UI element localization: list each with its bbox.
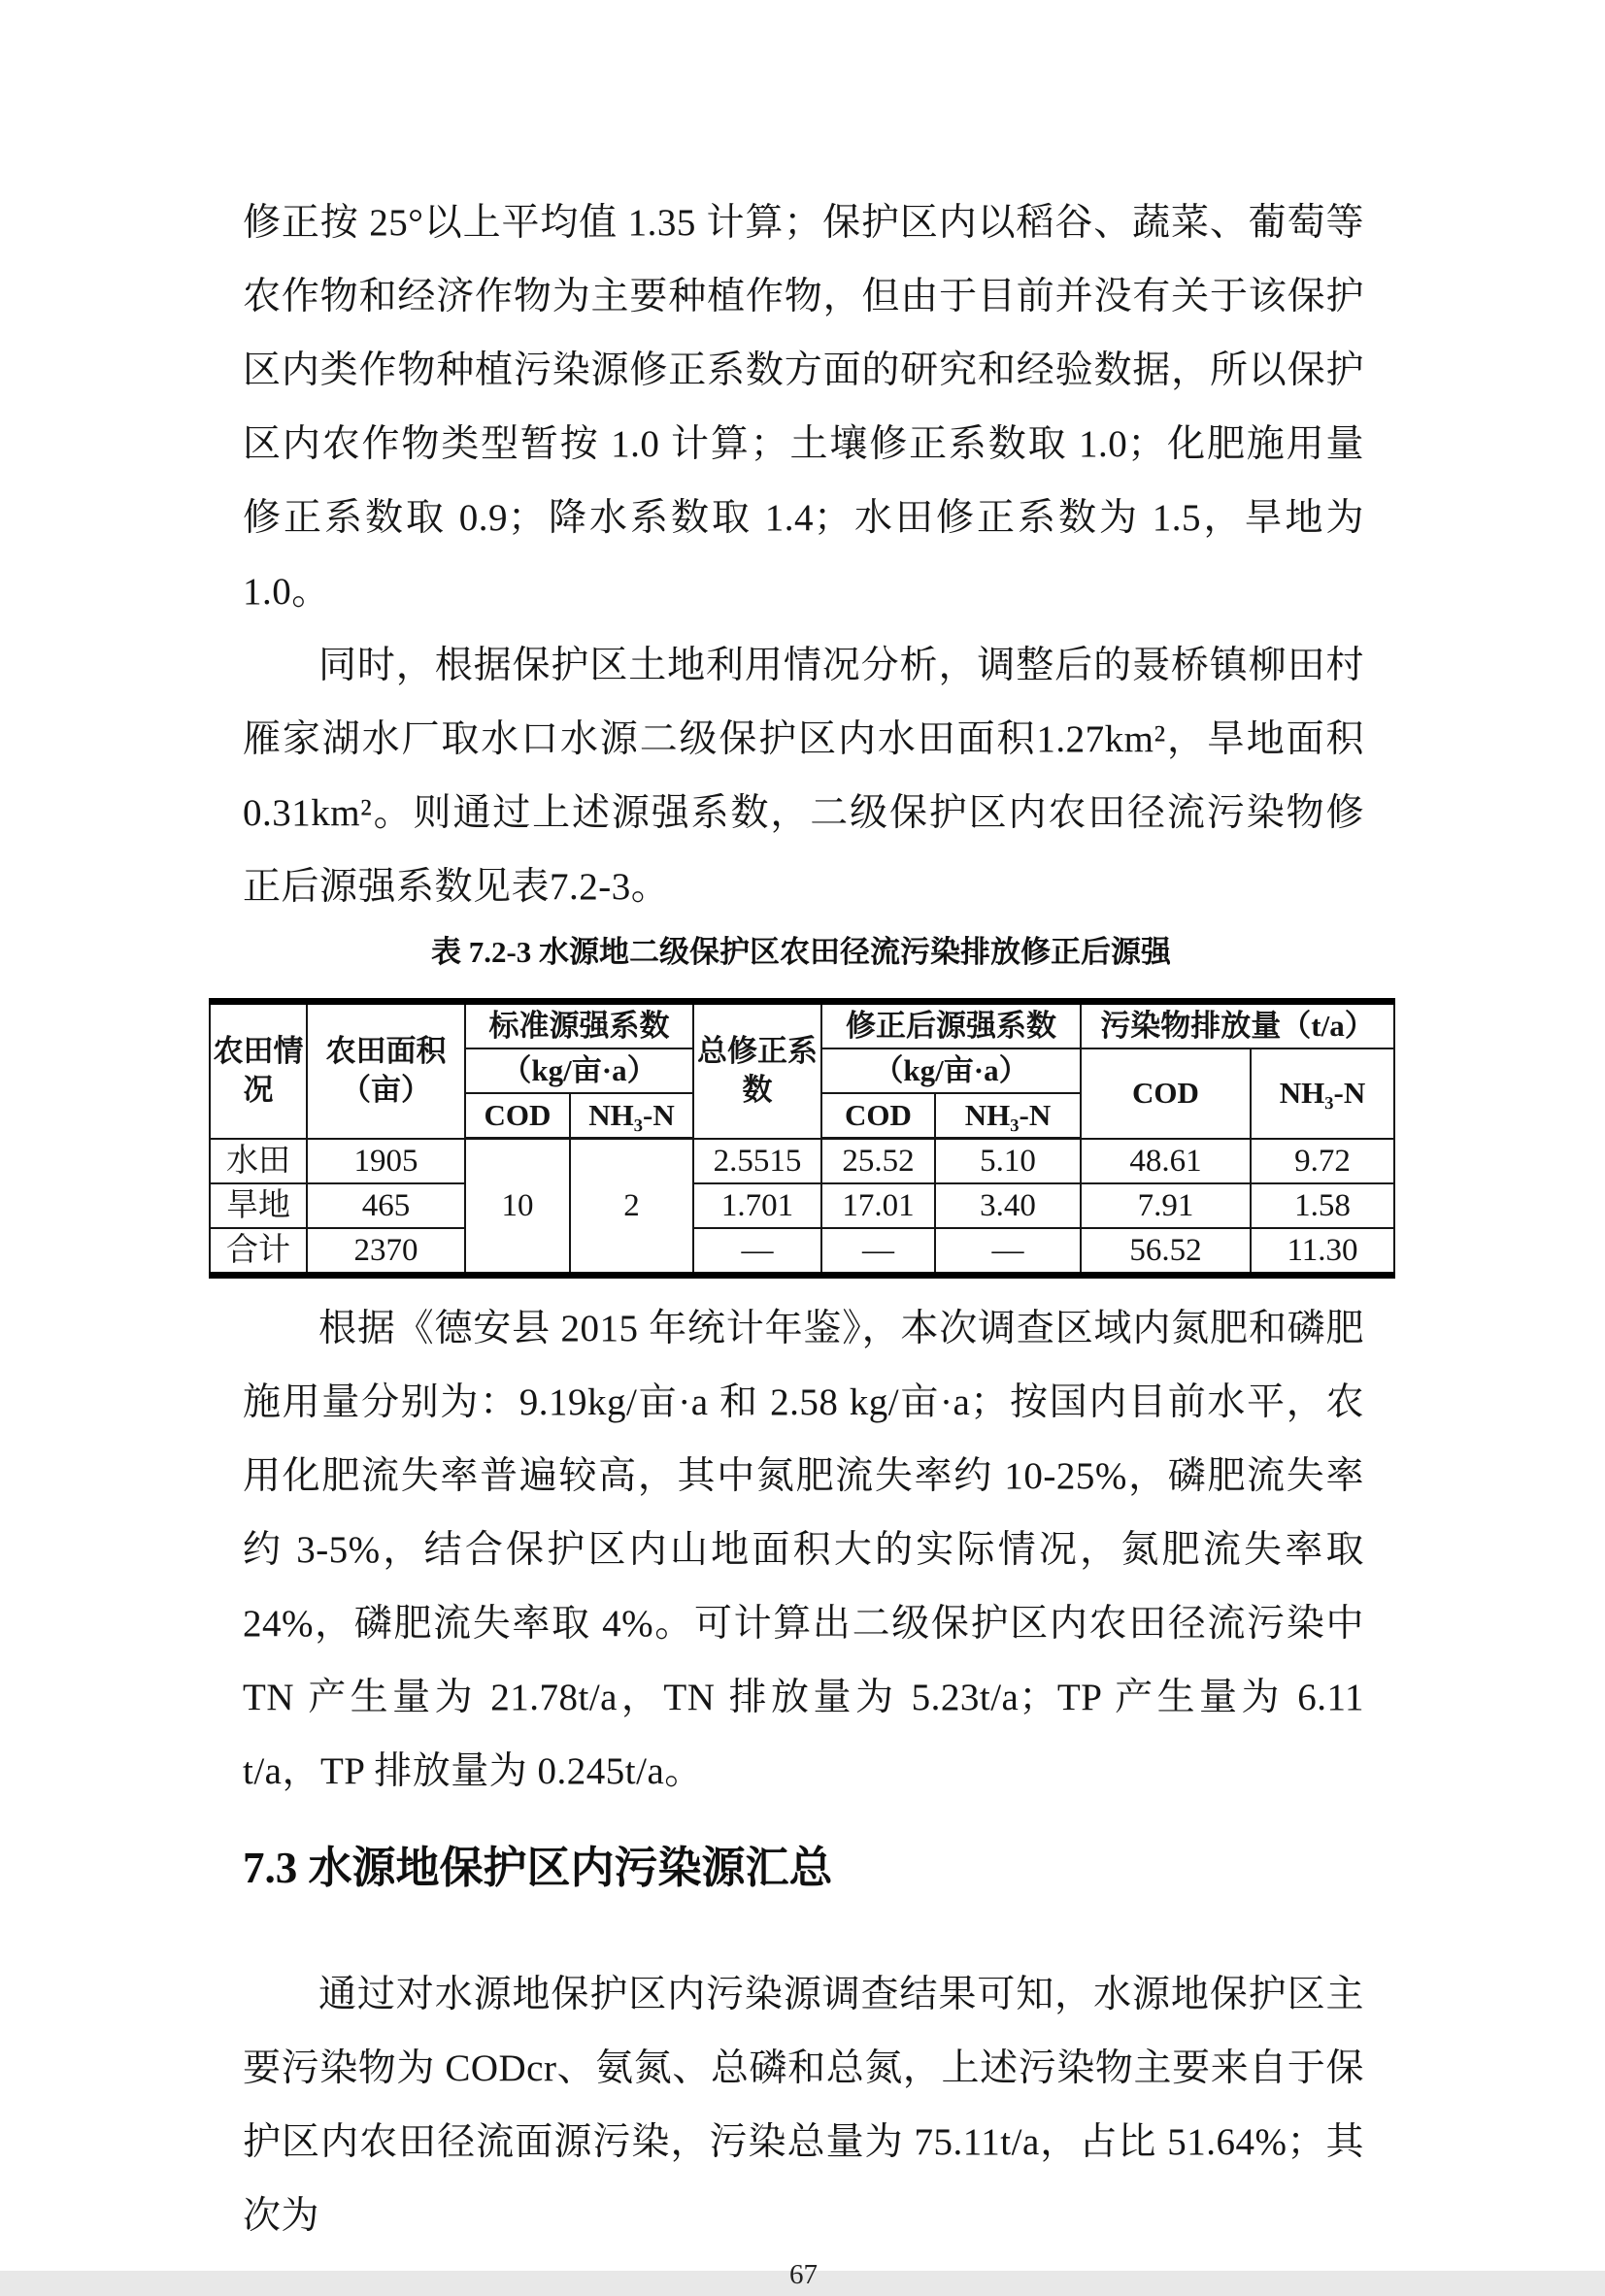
table-cell: 465 [307, 1183, 465, 1228]
table-cell: — [693, 1228, 821, 1276]
table-cell: 1.58 [1251, 1183, 1394, 1228]
table-cell: 3.40 [935, 1183, 1081, 1228]
source-strength-table [209, 998, 1395, 1279]
table-cell: 1905 [307, 1139, 465, 1184]
header-corrected-nh3n: NH₃-N [935, 1093, 1081, 1139]
header-corrected-unit: （kg/亩·a） [821, 1048, 1081, 1093]
table-cell: 48.61 [1081, 1139, 1251, 1184]
section-heading: 7.3 水源地保护区内污染源汇总 [243, 1844, 833, 1892]
table-cell: 11.30 [1251, 1228, 1394, 1276]
header-area: 农田面积（亩） [307, 1002, 465, 1139]
table-cell: 旱地 [210, 1183, 307, 1228]
header-standard-nh3n: NH₃-N [570, 1093, 693, 1139]
table-cell: 56.52 [1081, 1228, 1251, 1276]
table-cell: 1.701 [693, 1183, 821, 1228]
body-paragraph-1: 修正按 25°以上平均值 1.35 计算；保护区内以稻谷、蔬菜、葡萄等农作物和经济作物为主要种植作物，但由于目前并没有关于该保护区内类作物种植污染源修正系数方面的研究和经验数据，所以保护区内农作物类型暂按 1.0 计算；土壤修正系数取 1.0；化肥施用量修正系数取 0.9；降水系数取 1.4；水田修正系数为 1.5，旱地为 1.0。 [243, 202, 1364, 613]
header-emission: 污染物排放量（t/a） [1081, 1002, 1394, 1049]
table-cell: 17.01 [821, 1183, 935, 1228]
table-caption: 表 7.2-3 水源地二级保护区农田径流污染排放修正后源强 [430, 935, 1172, 969]
page-number: 67 [789, 2259, 818, 2290]
body-paragraph-2: 同时，根据保护区土地利用情况分析，调整后的聂桥镇柳田村雁家湖水厂取水口水源二级保护区内水田面积1.27km²，旱地面积0.31km²。则通过上述源强系数，二级保护区内农田径流污染物修正后源强系数见表7.2-3。 [243, 645, 1364, 908]
header-emission-nh3n: NH₃-N [1251, 1048, 1394, 1139]
header-standard-coeff: 标准源强系数 [465, 1002, 693, 1049]
header-standard-cod: COD [465, 1093, 570, 1139]
table-row [210, 1228, 1394, 1276]
body-paragraph-4: 通过对水源地保护区内污染源调查结果可知，水源地保护区主要污染物为 CODcr、氨氮、总磷和总氮，上述污染物主要来自于保护区内农田径流面源污染，污染总量为 75.11t/a，占比 51.64%；其次为 [243, 1974, 1364, 2237]
table-cell: 2.5515 [693, 1139, 821, 1184]
table-cell: — [821, 1228, 935, 1276]
table-cell: — [935, 1228, 1081, 1276]
table-block [209, 930, 1393, 1279]
table-cell: 9.72 [1251, 1139, 1394, 1184]
table-row [210, 1183, 1394, 1228]
table-cell: 5.10 [935, 1139, 1081, 1184]
header-farmland: 农田情况 [210, 1002, 307, 1139]
header-corrected-coeff: 修正后源强系数 [821, 1002, 1081, 1049]
body-paragraph-3: 根据《德安县 2015 年统计年鉴》，本次调查区域内氮肥和磷肥施用量分别为：9.19kg/亩·a 和 2.58 kg/亩·a；按国内目前水平，农用化肥流失率普遍较高，其中氮肥流失率约 10-25%，磷肥流失率约 3-5%，结合保护区内山地面积大的实际情况，氮肥流失率取 24%，磷肥流失率取 4%。可计算出二级保护区内农田径流污染中 TN 产生量为 21.78t/a，TN 排放量为 5.23t/a；TP 产生量为 6.11 t/a，TP 排放量为 0.245t/a。 [243, 1308, 1364, 1792]
header-total-correction: 总修正系数 [693, 1002, 821, 1139]
header-standard-unit: （kg/亩·a） [465, 1048, 693, 1093]
table-cell: 25.52 [821, 1139, 935, 1184]
table-cell: 2370 [307, 1228, 465, 1276]
table-cell: 2 [570, 1139, 693, 1276]
table-cell: 水田 [210, 1139, 307, 1184]
table-cell: 10 [465, 1139, 570, 1276]
header-corrected-cod: COD [821, 1093, 935, 1139]
table-cell: 7.91 [1081, 1183, 1251, 1228]
table-row [210, 1139, 1394, 1184]
table-header-row [210, 1002, 1394, 1049]
table-cell: 合计 [210, 1228, 307, 1276]
header-emission-cod: COD [1081, 1048, 1251, 1139]
